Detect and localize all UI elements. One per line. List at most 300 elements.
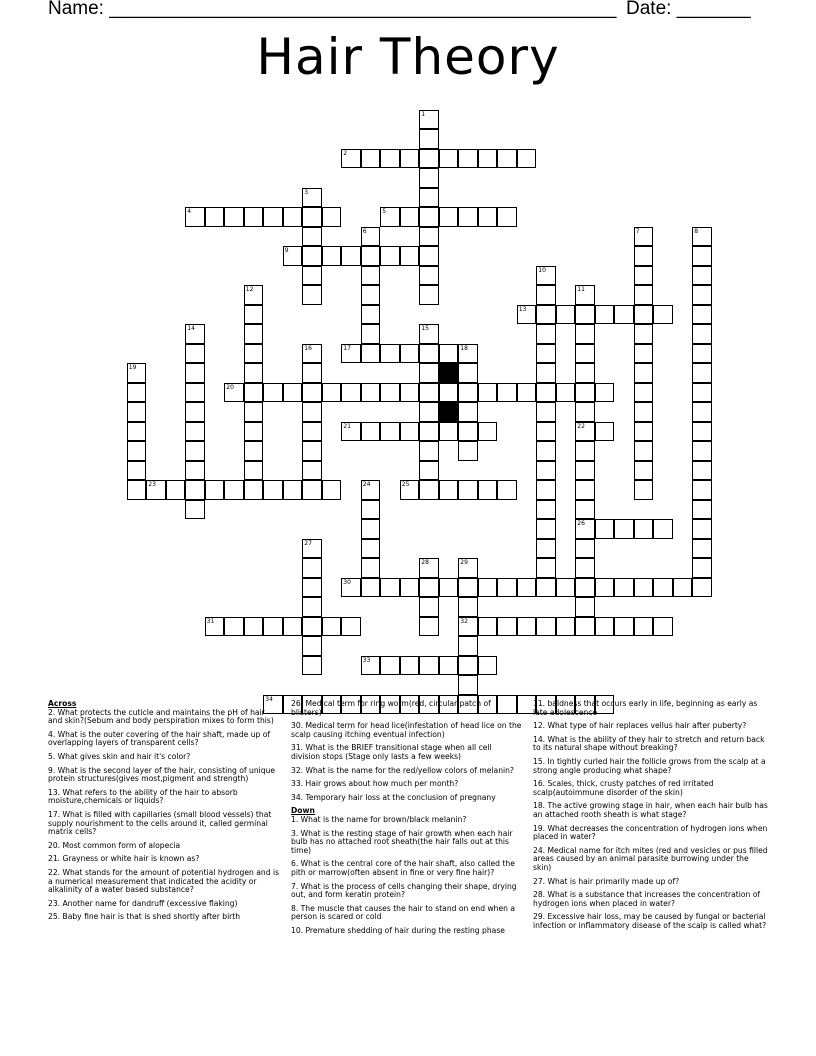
grid-cell[interactable]: [458, 422, 478, 442]
grid-cell[interactable]: [478, 617, 498, 637]
clue-number: 11: [577, 286, 585, 293]
grid-cell[interactable]: [692, 480, 712, 500]
grid-cell[interactable]: [185, 441, 205, 461]
grid-cell[interactable]: [380, 578, 400, 598]
grid-cell[interactable]: [127, 441, 147, 461]
grid-cell[interactable]: [458, 578, 478, 598]
grid-cell[interactable]: [575, 578, 595, 598]
clue-number: 26: [577, 520, 585, 527]
grid-cell[interactable]: [653, 305, 673, 325]
grid-cell[interactable]: [341, 246, 361, 266]
grid-cell[interactable]: [634, 519, 654, 539]
grid-cell[interactable]: [419, 461, 439, 481]
grid-cell[interactable]: [302, 246, 322, 266]
grid-cell[interactable]: [536, 402, 556, 422]
grid-cell[interactable]: [263, 383, 283, 403]
grid-cell[interactable]: [185, 461, 205, 481]
grid-cell[interactable]: [536, 266, 556, 286]
grid-cell[interactable]: [302, 578, 322, 598]
grid-cell[interactable]: [497, 149, 517, 169]
grid-cell[interactable]: [302, 402, 322, 422]
clue-item: 11. baldness that occurs early in life, beginning as early as late adolescence: [533, 699, 758, 717]
grid-cell[interactable]: [302, 422, 322, 442]
grid-cell[interactable]: [419, 480, 439, 500]
grid-cell[interactable]: [458, 656, 478, 676]
grid-cell[interactable]: [263, 617, 283, 637]
grid-cell[interactable]: [556, 383, 576, 403]
grid-cell[interactable]: [361, 285, 381, 305]
grid-cell[interactable]: [458, 383, 478, 403]
grid-cell[interactable]: [692, 519, 712, 539]
grid-cell[interactable]: [302, 344, 322, 364]
grid-cell[interactable]: [361, 305, 381, 325]
grid-cell[interactable]: [458, 617, 478, 637]
grid-cell[interactable]: [361, 480, 381, 500]
grid-cell[interactable]: [497, 480, 517, 500]
grid-cell[interactable]: [692, 558, 712, 578]
clue-item: 27. What is hair primarily made up of?: [533, 876, 680, 886]
grid-cell[interactable]: [419, 656, 439, 676]
grid-cell[interactable]: [380, 344, 400, 364]
grid-cell[interactable]: [205, 617, 225, 637]
grid-cell[interactable]: [536, 558, 556, 578]
grid-cell[interactable]: [575, 539, 595, 559]
grid-cell[interactable]: [634, 344, 654, 364]
grid-cell[interactable]: [419, 383, 439, 403]
grid-cell[interactable]: [536, 441, 556, 461]
grid-cell[interactable]: [692, 422, 712, 442]
grid-cell[interactable]: [400, 578, 420, 598]
grid-cell[interactable]: [439, 656, 459, 676]
grid-cell[interactable]: [341, 578, 361, 598]
grid-cell[interactable]: [361, 246, 381, 266]
grid-cell[interactable]: [302, 227, 322, 247]
grid-cell[interactable]: [361, 558, 381, 578]
grid-cell[interactable]: [556, 578, 576, 598]
grid-cell[interactable]: [361, 500, 381, 520]
grid-cell[interactable]: [244, 441, 264, 461]
grid-cell[interactable]: [614, 617, 634, 637]
grid-cell[interactable]: [322, 246, 342, 266]
grid-cell[interactable]: [302, 461, 322, 481]
grid-cell[interactable]: [302, 636, 322, 656]
grid-cell[interactable]: [419, 266, 439, 286]
grid-cell[interactable]: [497, 578, 517, 598]
grid-cell[interactable]: [692, 402, 712, 422]
grid-cell[interactable]: [205, 480, 225, 500]
grid-cell[interactable]: [244, 461, 264, 481]
clue-number: 2: [343, 149, 348, 157]
grid-cell[interactable]: [283, 617, 303, 637]
grid-cell[interactable]: [575, 422, 595, 442]
grid-cell[interactable]: [400, 246, 420, 266]
grid-cell[interactable]: [146, 480, 166, 500]
grid-cell[interactable]: [458, 675, 478, 695]
grid-cell[interactable]: [341, 617, 361, 637]
grid-cell[interactable]: [536, 383, 556, 403]
grid-cell[interactable]: [536, 617, 556, 637]
grid-cell[interactable]: [400, 344, 420, 364]
grid-cell[interactable]: [224, 617, 244, 637]
grid-cell[interactable]: [614, 578, 634, 598]
grid-cell[interactable]: [224, 383, 244, 403]
grid-cell[interactable]: [244, 344, 264, 364]
grid-cell[interactable]: [400, 383, 420, 403]
grid-cell[interactable]: [361, 539, 381, 559]
grid-cell[interactable]: [244, 363, 264, 383]
grid-cell[interactable]: [517, 383, 537, 403]
clue-number: 34: [265, 695, 273, 703]
grid-cell[interactable]: [341, 344, 361, 364]
grid-cell[interactable]: [439, 383, 459, 403]
grid-cell[interactable]: [692, 363, 712, 383]
grid-cell[interactable]: [634, 246, 654, 266]
grid-cell[interactable]: [419, 597, 439, 617]
grid-cell[interactable]: [127, 461, 147, 481]
grid-cell[interactable]: [634, 266, 654, 286]
grid-cell[interactable]: [692, 285, 712, 305]
grid-cell[interactable]: [400, 207, 420, 227]
grid-cell[interactable]: [322, 383, 342, 403]
clue-item: 33. Hair grows about how much per month?: [291, 779, 459, 789]
grid-cell[interactable]: [185, 383, 205, 403]
grid-cell[interactable]: [419, 324, 439, 344]
clue-item: 25. Baby fine hair is that is shed shortly after birth: [48, 912, 241, 922]
grid-cell[interactable]: [692, 324, 712, 344]
grid-cell[interactable]: [575, 461, 595, 481]
grid-cell[interactable]: [692, 266, 712, 286]
grid-cell[interactable]: [283, 207, 303, 227]
grid-cell[interactable]: [224, 480, 244, 500]
grid-cell[interactable]: [341, 149, 361, 169]
grid-cell[interactable]: [575, 519, 595, 539]
grid-cell[interactable]: [692, 578, 712, 598]
grid-cell[interactable]: [458, 402, 478, 422]
grid-cell[interactable]: [458, 480, 478, 500]
grid-cell[interactable]: [419, 285, 439, 305]
grid-cell[interactable]: [634, 441, 654, 461]
down-clue-list: [291, 816, 523, 936]
clue-item: 18. The active growing stage in hair, when each hair bulb has an attached rooth sheath is what stage?: [533, 801, 768, 819]
grid-cell[interactable]: [185, 500, 205, 520]
grid-cell[interactable]: [575, 480, 595, 500]
grid-cell[interactable]: [419, 110, 439, 130]
grid-cell[interactable]: [400, 656, 420, 676]
clue-number: 25: [401, 481, 410, 488]
name-field-label: Name: ________________________________________________: [48, 0, 617, 19]
grid-cell[interactable]: [361, 344, 381, 364]
grid-cell[interactable]: [458, 149, 478, 169]
grid-cell[interactable]: [517, 149, 537, 169]
grid-cell[interactable]: [224, 207, 244, 227]
grid-cell[interactable]: [497, 383, 517, 403]
grid-cell[interactable]: [458, 558, 478, 578]
date-field-label: Date: _______: [626, 0, 751, 19]
grid-cell[interactable]: [634, 227, 654, 247]
grid-cell[interactable]: [458, 344, 478, 364]
grid-cell[interactable]: [692, 246, 712, 266]
grid-cell[interactable]: [419, 246, 439, 266]
grid-cell[interactable]: [478, 480, 498, 500]
grid-cell[interactable]: [322, 617, 342, 637]
grid-cell[interactable]: [419, 402, 439, 422]
grid-cell[interactable]: [536, 305, 556, 325]
grid-cell[interactable]: [692, 344, 712, 364]
grid-cell[interactable]: [361, 519, 381, 539]
grid-cell[interactable]: [263, 480, 283, 500]
grid-cell[interactable]: [244, 480, 264, 500]
grid-cell[interactable]: [653, 519, 673, 539]
grid-cell[interactable]: [595, 305, 615, 325]
grid-cell[interactable]: [556, 617, 576, 637]
grid-cell[interactable]: [322, 480, 342, 500]
clue-number: 13: [518, 305, 527, 313]
clue-number: 27: [304, 539, 312, 547]
grid-cell[interactable]: [361, 383, 381, 403]
grid-cell[interactable]: [692, 305, 712, 325]
clue-item: 13. What refers to the ability of the hair to absorb moisture,chemicals or liquids?: [48, 787, 238, 806]
grid-cell[interactable]: [185, 422, 205, 442]
grid-cell[interactable]: [185, 324, 205, 344]
grid-cell[interactable]: [692, 383, 712, 403]
grid-cell[interactable]: [575, 617, 595, 637]
clue-item: 31. What is the BRIEF transitional stage when all cell division stops (Stage only lasts a few weeks): [291, 743, 492, 761]
grid-cell[interactable]: [283, 383, 303, 403]
grid-cell[interactable]: [380, 383, 400, 403]
grid-cell[interactable]: [497, 617, 517, 637]
grid-cell[interactable]: [380, 422, 400, 442]
grid-cell[interactable]: [653, 617, 673, 637]
grid-cell[interactable]: [614, 305, 634, 325]
grid-cell[interactable]: [127, 480, 147, 500]
grid-cell[interactable]: [361, 656, 381, 676]
grid-cell[interactable]: [536, 363, 556, 383]
grid-cell[interactable]: [478, 383, 498, 403]
grid-cell[interactable]: [478, 149, 498, 169]
grid-cell[interactable]: [185, 344, 205, 364]
grid-cell[interactable]: [419, 227, 439, 247]
grid-cell[interactable]: [380, 656, 400, 676]
grid-cell[interactable]: [458, 636, 478, 656]
grid-cell[interactable]: [419, 363, 439, 383]
clue-number: 21: [343, 422, 351, 430]
grid-cell[interactable]: [634, 305, 654, 325]
grid-cell[interactable]: [302, 383, 322, 403]
grid-cell[interactable]: [634, 324, 654, 344]
grid-cell[interactable]: [302, 363, 322, 383]
grid-cell[interactable]: [244, 207, 264, 227]
grid-cell[interactable]: [595, 422, 615, 442]
grid-cell[interactable]: [419, 129, 439, 149]
grid-cell[interactable]: [536, 324, 556, 344]
grid-cell[interactable]: [595, 617, 615, 637]
grid-cell[interactable]: [380, 149, 400, 169]
grid-cell[interactable]: [634, 422, 654, 442]
clue-item: 5. What gives skin and hair it's color?: [48, 751, 191, 761]
grid-cell[interactable]: [341, 383, 361, 403]
grid-cell[interactable]: [536, 519, 556, 539]
grid-cell[interactable]: [517, 578, 537, 598]
grid-cell[interactable]: [458, 441, 478, 461]
clue-number: 32: [460, 617, 468, 625]
grid-cell[interactable]: [302, 617, 322, 637]
grid-cell[interactable]: [595, 519, 615, 539]
grid-cell[interactable]: [634, 461, 654, 481]
grid-cell[interactable]: [692, 500, 712, 520]
grid-cell[interactable]: [536, 500, 556, 520]
grid-cell[interactable]: [458, 597, 478, 617]
grid-cell[interactable]: [127, 422, 147, 442]
grid-cell[interactable]: [556, 305, 576, 325]
grid-cell[interactable]: [127, 402, 147, 422]
grid-cell[interactable]: [634, 480, 654, 500]
grid-cell[interactable]: [478, 656, 498, 676]
grid-cell[interactable]: [536, 422, 556, 442]
clue-item: 21. Grayness or white hair is known as?: [48, 854, 200, 864]
grid-cell[interactable]: [634, 578, 654, 598]
grid-cell[interactable]: [536, 480, 556, 500]
grid-cell[interactable]: [536, 461, 556, 481]
grid-cell[interactable]: [419, 149, 439, 169]
grid-cell[interactable]: [692, 227, 712, 247]
grid-cell[interactable]: [419, 344, 439, 364]
grid-cell[interactable]: [458, 207, 478, 227]
grid-cell[interactable]: [478, 422, 498, 442]
grid-cell[interactable]: [478, 578, 498, 598]
grid-cell[interactable]: [302, 266, 322, 286]
grid-cell[interactable]: [634, 383, 654, 403]
grid-cell[interactable]: [283, 246, 303, 266]
grid-cell[interactable]: [653, 578, 673, 598]
grid-cell[interactable]: [400, 149, 420, 169]
grid-cell[interactable]: [517, 617, 537, 637]
grid-cell[interactable]: [439, 207, 459, 227]
grid-cell[interactable]: [263, 207, 283, 227]
grid-cell[interactable]: [302, 656, 322, 676]
grid-cell[interactable]: [458, 363, 478, 383]
grid-cell[interactable]: [575, 324, 595, 344]
clue-number: 17: [343, 344, 351, 352]
grid-cell[interactable]: [634, 285, 654, 305]
grid-cell[interactable]: [517, 305, 537, 325]
grid-cell[interactable]: [244, 285, 264, 305]
grid-cell[interactable]: [361, 266, 381, 286]
grid-cell[interactable]: [478, 207, 498, 227]
grid-cell[interactable]: [439, 578, 459, 598]
grid-cell[interactable]: [322, 207, 342, 227]
grid-cell[interactable]: [244, 324, 264, 344]
grid-cell[interactable]: [575, 344, 595, 364]
grid-cell[interactable]: [302, 558, 322, 578]
grid-cell[interactable]: [419, 617, 439, 637]
grid-cell[interactable]: [536, 578, 556, 598]
grid-cell[interactable]: [419, 578, 439, 598]
grid-cell[interactable]: [400, 480, 420, 500]
grid-cell[interactable]: [419, 207, 439, 227]
grid-cell[interactable]: [302, 207, 322, 227]
grid-cell[interactable]: [244, 422, 264, 442]
grid-cell[interactable]: [127, 363, 147, 383]
grid-cell[interactable]: [692, 461, 712, 481]
grid-cell[interactable]: [302, 441, 322, 461]
across-clue-list-continued: [291, 700, 523, 802]
grid-cell[interactable]: [283, 480, 303, 500]
grid-cell[interactable]: [575, 285, 595, 305]
grid-cell[interactable]: [380, 207, 400, 227]
grid-cell[interactable]: [185, 480, 205, 500]
grid-cell[interactable]: [536, 539, 556, 559]
grid-cell[interactable]: [244, 617, 264, 637]
grid-cell[interactable]: [302, 539, 322, 559]
grid-cell[interactable]: [614, 519, 634, 539]
across-heading: Across: [48, 699, 77, 708]
grid-cell[interactable]: [127, 383, 147, 403]
grid-cell[interactable]: [341, 422, 361, 442]
grid-cell[interactable]: [595, 578, 615, 598]
grid-cell[interactable]: [244, 402, 264, 422]
grid-cell[interactable]: [302, 597, 322, 617]
grid-cell[interactable]: [634, 402, 654, 422]
grid-cell[interactable]: [400, 422, 420, 442]
grid-cell[interactable]: [419, 168, 439, 188]
grid-cell[interactable]: [575, 441, 595, 461]
grid-cell[interactable]: [361, 149, 381, 169]
grid-cell[interactable]: [575, 305, 595, 325]
grid-cell[interactable]: [575, 500, 595, 520]
grid-cell[interactable]: [419, 558, 439, 578]
grid-cell[interactable]: [575, 558, 595, 578]
grid-cell[interactable]: [439, 344, 459, 364]
grid-cell[interactable]: [575, 402, 595, 422]
grid-cell[interactable]: [244, 305, 264, 325]
grid-cell[interactable]: [361, 578, 381, 598]
grid-cell[interactable]: [439, 149, 459, 169]
grid-cell[interactable]: [185, 402, 205, 422]
grid-cell[interactable]: [536, 285, 556, 305]
grid-cell[interactable]: [575, 597, 595, 617]
grid-cell[interactable]: [575, 383, 595, 403]
grid-cell[interactable]: [361, 422, 381, 442]
grid-cell[interactable]: [634, 363, 654, 383]
clue-item: 6. What is the central core of the hair shaft, also called the pith or marrow(often absent in fine or very fine hair)?: [291, 859, 515, 877]
grid-cell[interactable]: [302, 285, 322, 305]
grid-cell[interactable]: [575, 363, 595, 383]
grid-cell[interactable]: [302, 480, 322, 500]
grid-cell[interactable]: [361, 324, 381, 344]
clue-item: 12. What type of hair replaces vellus hair after puberty?: [533, 721, 747, 731]
grid-cell[interactable]: [205, 207, 225, 227]
grid-cell[interactable]: [692, 441, 712, 461]
grid-cell[interactable]: [497, 207, 517, 227]
grid-cell[interactable]: [692, 539, 712, 559]
grid-cell[interactable]: [439, 422, 459, 442]
grid-cell[interactable]: [185, 207, 205, 227]
grid-cell[interactable]: [536, 344, 556, 364]
grid-cell[interactable]: [595, 383, 615, 403]
grid-cell[interactable]: [673, 578, 693, 598]
grid-cell[interactable]: [419, 441, 439, 461]
grid-cell[interactable]: [302, 188, 322, 208]
grid-cell[interactable]: [419, 422, 439, 442]
grid-cell[interactable]: [634, 617, 654, 637]
grid-cell[interactable]: [166, 480, 186, 500]
grid-cell[interactable]: [244, 383, 264, 403]
grid-cell[interactable]: [380, 246, 400, 266]
grid-cell[interactable]: [439, 480, 459, 500]
grid-cell[interactable]: [361, 227, 381, 247]
grid-cell[interactable]: [419, 188, 439, 208]
grid-cell[interactable]: [185, 363, 205, 383]
